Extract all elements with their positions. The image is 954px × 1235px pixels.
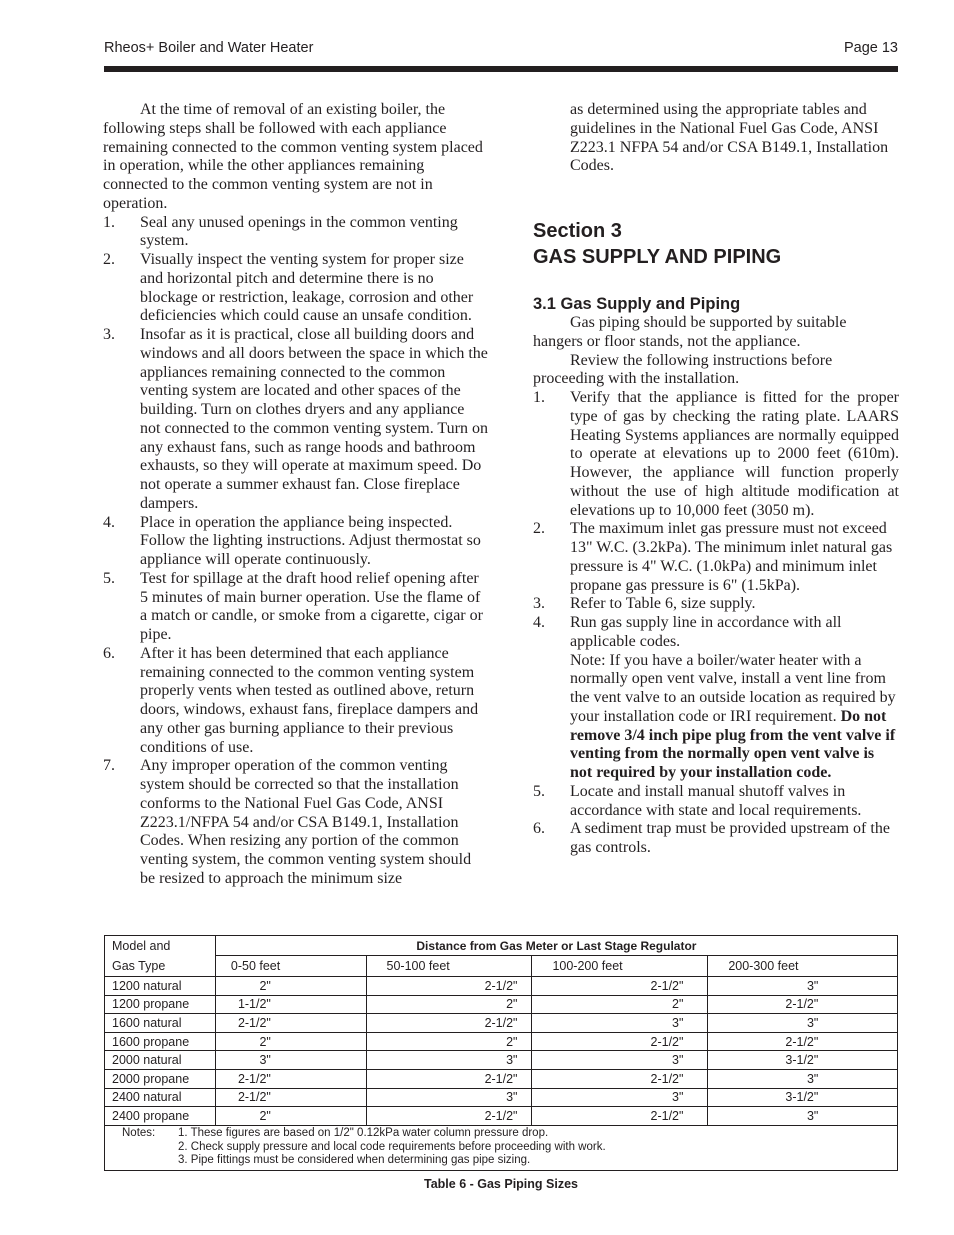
size-cell: 2-1/2" <box>708 1032 898 1051</box>
size-cell: 2-1/2" <box>532 1107 708 1126</box>
size-cell: 2" <box>366 995 532 1014</box>
size-cell: 2-1/2" <box>215 1069 366 1088</box>
continuation-paragraph: as determined using the appropriate tables and guidelines in the National Fuel Gas Code, ANSI Z223.1 NFPA 54 and/or CSA B149.1, Installation Codes. <box>570 101 889 175</box>
table-body <box>105 977 898 1126</box>
corner-header: Gas Type <box>105 956 216 977</box>
size-cell: 3" <box>708 1014 898 1033</box>
table-row <box>105 1032 898 1051</box>
list-item: 3. Insofar as it is practical, close all building doors and windows and all doors between the space in which the appliances remaining connected to the common venting system are located and other spaces of the building. Turn on clothes dryers and any appliance not connected to the common venting system. Turn on any exhaust fans, such as range hoods and bathroom exhausts, so they will operate at maximum speed. Do not operate a summer exhaust fan. Close fireplace dampers. <box>103 326 488 512</box>
size-cell: 3" <box>532 1014 708 1033</box>
list-item: 6. After it has been determined that each appliance remaining connected to the common venting system properly vents when tested as outlined above, return doors, windows, exhaust fans, fireplace dampers and any other gas burning appliance to their previous conditions of use. <box>103 644 479 756</box>
section-heading <box>533 218 899 270</box>
table-caption: Table 6 - Gas Piping Sizes <box>424 1177 578 1191</box>
size-cell: 3-1/2" <box>708 1088 898 1107</box>
model-cell: 1200 propane <box>105 995 216 1014</box>
list-item: 1. Seal any unused openings in the common venting system. <box>103 213 458 250</box>
size-cell: 3" <box>366 1051 532 1070</box>
size-cell: 3" <box>708 1107 898 1126</box>
size-cell: 2-1/2" <box>366 1107 532 1126</box>
size-cell: 2-1/2" <box>532 977 708 996</box>
size-cell: 3" <box>215 1051 366 1070</box>
warning-text: Do not remove 3/4 inch pipe plug from the vent valve if venting from the normally open vent valve is not required by your installation code. <box>570 707 896 781</box>
list-item: 4. Place in operation the appliance being inspected. Follow the lighting instructions. Adjust thermostat so appliance will operate continuously. <box>103 513 481 568</box>
column-header: 200-300 feet <box>708 956 898 977</box>
notes-label: Notes: <box>122 1126 156 1139</box>
table-row <box>105 1088 898 1107</box>
document-title: Rheos+ Boiler and Water Heater <box>104 40 314 56</box>
list-item: 2. The maximum inlet gas pressure must not exceed 13" W.C. (3.2kPa). The minimum inlet natural gas pressure is 4" W.C. (1.0kPa) and minimum inlet propane gas pressure is 6" (1.5kPa). <box>533 520 893 594</box>
size-cell: 2-1/2" <box>366 977 532 996</box>
size-cell: 2" <box>215 977 366 996</box>
section-title: GAS SUPPLY AND PIPING <box>533 246 782 268</box>
size-cell: 3" <box>532 1051 708 1070</box>
page-header <box>104 40 898 60</box>
subsection-heading: 3.1 Gas Supply and Piping <box>533 295 741 313</box>
list-item: 1. Verify that the appliance is fitted for the proper type of gas by checking the rating plate. LAARS Heating Systems appliances are normally equipped to operate at elevations up to 2000 feet (610m). However, the appliance will function properly without the use of high altitude modification at elevations up to 10,000 feet (3050 m). <box>533 389 899 519</box>
size-cell: 2-1/2" <box>215 1014 366 1033</box>
size-cell: 3" <box>708 1069 898 1088</box>
paragraph: Review the following instructions before proceeding with the installation. <box>533 351 833 388</box>
table-header-row <box>105 956 898 977</box>
corner-header: Model and <box>105 936 216 956</box>
column-header: 50-100 feet <box>366 956 532 977</box>
table-row <box>105 977 898 996</box>
list-item: 5. Test for spillage at the draft hood relief opening after 5 minutes of main burner operation. Use the flame of a match or candle, or smoke from a cigarette, cigar or pipe. <box>103 569 483 643</box>
list-item: 5. Locate and install manual shutoff valves in accordance with state and local requirements. <box>533 782 862 819</box>
intro-paragraph: At the time of removal of an existing boiler, the following steps shall be followed with each appliance remaining connected to the common venting system placed in operation, while the other appliances remaining connected to the common venting system are not in operation. <box>103 101 483 212</box>
list-item: 7. Any improper operation of the common venting system should be corrected so that the installation conforms to the National Fuel Gas Code, ANSI Z223.1/NFPA 54 and/or CSA B149.1, Installation Codes. When resizing any portion of the common venting system, the common venting system should be resized to approach the minimum size <box>103 757 472 887</box>
size-cell: 2" <box>366 1032 532 1051</box>
model-cell: 2400 propane <box>105 1107 216 1126</box>
vent-valve-note: Note: If you have a boiler/water heater with a normally open vent valve, install a vent line from the vent valve to an outside location as required by your installation code or IRI requirement. Do not remove 3/4 inch pipe plug from the vent valve if venting from the normally open vent valve is not required by your installation code. <box>570 651 896 781</box>
size-cell: 2-1/2" <box>215 1088 366 1107</box>
model-cell: 2000 propane <box>105 1069 216 1088</box>
section-label: Section 3 <box>533 220 622 242</box>
size-cell: 2-1/2" <box>708 995 898 1014</box>
note: 1. These figures are based on 1/2" 0.12kPa water column pressure drop. <box>178 1126 549 1139</box>
column-header: 0-50 feet <box>215 956 366 977</box>
model-cell: 2000 natural <box>105 1051 216 1070</box>
notes-row <box>105 1125 898 1170</box>
size-cell: 3" <box>708 977 898 996</box>
list-item: 6. A sediment trap must be provided upstream of the gas controls. <box>533 820 890 856</box>
table-row <box>105 1051 898 1070</box>
size-cell: 1-1/2" <box>215 995 366 1014</box>
list-item: 2. Visually inspect the venting system for proper size and horizontal pitch and determine there is no blockage or restriction, leakage, corrosion and other deficiencies which could cause an unsafe condition. <box>103 251 474 325</box>
left-column <box>103 101 488 889</box>
size-cell: 2-1/2" <box>532 1069 708 1088</box>
size-cell: 2" <box>215 1032 366 1051</box>
size-cell: 3-1/2" <box>708 1051 898 1070</box>
size-cell: 2" <box>532 995 708 1014</box>
table-row <box>105 995 898 1014</box>
paragraph: Gas piping should be supported by suitable hangers or floor stands, not the appliance. <box>533 314 847 350</box>
size-cell: 3" <box>532 1088 708 1107</box>
model-cell: 1600 natural <box>105 1014 216 1033</box>
right-column <box>533 101 899 858</box>
note: 2. Check supply pressure and local code requirements before proceeding with work. <box>178 1140 606 1153</box>
header-rule <box>104 66 898 72</box>
column-header: 100-200 feet <box>532 956 708 977</box>
table-row <box>105 1069 898 1088</box>
model-cell: 1200 natural <box>105 977 216 996</box>
table-notes <box>105 1125 898 1170</box>
table-header-row <box>105 936 898 956</box>
size-cell: 3" <box>366 1088 532 1107</box>
size-cell: 2-1/2" <box>532 1032 708 1051</box>
list-item: 4. Run gas supply line in accordance with all applicable codes. <box>533 614 842 650</box>
list-item: 3. Refer to Table 6, size supply. <box>533 595 756 613</box>
note: 3. Pipe fittings must be considered when determining gas pipe sizing. <box>178 1154 531 1167</box>
size-cell: 2-1/2" <box>366 1069 532 1088</box>
model-cell: 2400 natural <box>105 1088 216 1107</box>
size-cell: 2-1/2" <box>366 1014 532 1033</box>
gas-piping-table <box>104 935 898 1171</box>
model-cell: 1600 propane <box>105 1032 216 1051</box>
page-number: Page 13 <box>843 40 898 56</box>
table-row <box>105 1014 898 1033</box>
size-cell: 2" <box>215 1107 366 1126</box>
table-row <box>105 1107 898 1126</box>
group-header: Distance from Gas Meter or Last Stage Regulator <box>215 936 897 956</box>
